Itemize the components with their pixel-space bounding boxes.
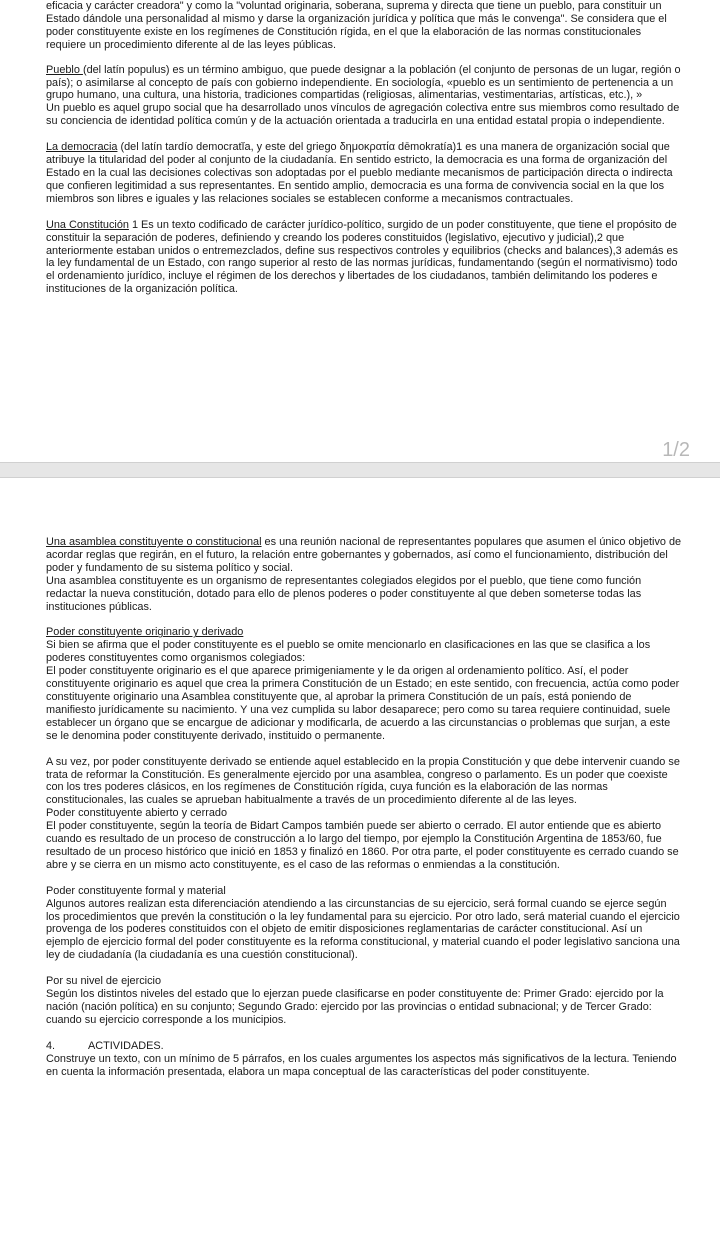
paragraph-asamblea-2: Una asamblea constituyente es un organismo de representantes colegiados elegidos por el pueblo, que tiene como función redactar la nueva constitución, dotado para ello de plenos poderes o poder constituyente al que deben someterse todas las instituciones públicas.: [46, 574, 642, 613]
constitucion-definition: 1 Es un texto codificado de carácter jurídico-político, surgido de un poder constituyente, que tiene el propósito de constituir la separación de poderes, definiendo y creando los poderes constituidos (legislativo, ejecutivo y judicial),2 que anteriormente estaban unidos o entremezclados, define sus respectivos controles y equilibrios (checks and balances),3 además es la ley fundamental de un Estado, con rango superior al resto de las normas jurídicas, fundamentando (según el normativismo) todo el ordenamiento jurídico, incluye el régimen de los derechos y libertades de los ciudadanos, también delimitando los poderes e instituciones de la organización política.: [46, 218, 679, 296]
paragraph-poder-2: El poder constituyente originario es el que aparece primigeniamente y le da origen al ordenamiento político. Así, el poder constituyente originario es aquel que crea la primera Constitución de un Estado; en este sentido, con frecuencia, actúa como poder constituyente originario una Asamblea constituyente que, al aprobar la primera Constitución de un país, está poniendo de manifiesto jurídicamente su nacimiento. Y una vez cumplida su labor desaparece; pero como su tarea requiere continuidad, suele establecer un órgano que se encargue de adicionar y modificarla, de acuerdo a las circunstancias o problemas que surjan, a este se le denomina poder constituyente derivado, instituido o permanente.: [46, 665, 680, 742]
paragraph-poder-1: Si bien se afirma que el poder constituyente es el pueblo se omite mencionarlo en clasificaciones en las que se clasifica a los poderes constituyentes como organismos colegiados:: [46, 639, 651, 665]
heading-nivel-ejercicio: Por su nivel de ejercicio: [46, 975, 162, 988]
paragraph-asamblea: [46, 536, 682, 575]
heading-abierto-cerrado: Poder constituyente abierto y cerrado: [46, 807, 228, 820]
asamblea-definition: es una reunión nacional de representantes populares que asumen el único objetivo de acordar reglas que regirán, en el futuro, la relación entre gobernantes y gobernados, así como el funcionamiento, distribución del poder y fundamento de su sistema político y social.: [46, 536, 682, 574]
paragraph-pueblo-2: Un pueblo es aquel grupo social que ha desarrollado unos vínculos de agregación colectiva entre sus miembros como resultado de su conciencia de identidad política común y de la actuación orientada a traducirla en una entidad estatal propia o independiente.: [46, 102, 680, 128]
democracia-definition: (del latín tardío democratĭa, y este del griego δημοκρατία dēmokratía)1 es una manera de organización social que atribuye la titularidad del poder al conjunto de la ciudadanía. En sentido estricto, la democracia es una forma de organización del Estado en la cual las decisiones colectivas son adoptadas por el pueblo mediante mecanismos de participación directa o indirecta que confieren legitimidad a sus representantes. En sentido amplio, democracia es una forma de convivencia social en la que los miembros son libres e iguales y las relaciones sociales se establecen conforme a mecanismos contractuales.: [46, 141, 673, 205]
page-separator: [0, 462, 720, 478]
section-title: ACTIVIDADES.: [88, 1039, 164, 1052]
page-indicator: 1/2: [662, 439, 690, 461]
paragraph-democracia: [46, 141, 682, 206]
paragraph-formal: Algunos autores realizan esta diferenciación atendiendo a las circunstancias de su ejercicio, será formal cuando se ejerce según los procedimientos que prevén la constitución o la ley fundamental para su ejercicio. Por otro lado, será material cuando el ejercicio provenga de los poderes constituidos con el objeto de emitir disposiciones reglamentarias de carácter constitucional. Así un ejemplo de ejercicio formal del poder constituyente es la reforma constitucional, y material cuando el poder legislativo sanciona una ley de ciudadanía (la ciudadanía es una cuestión constitucional).: [46, 897, 680, 962]
page-separator-line: [0, 462, 720, 463]
paragraph-nivel: Según los distintos niveles del estado que lo ejerzan puede clasificarse en poder constituyente de: Primer Grado: ejercido por la nación (nación política) en su conjunto; Segundo Grado: ejercido por las provincias o entidad subnacional; y de Tercer Grado: cuando su ejercicio corresponde a los municipios.: [46, 988, 664, 1026]
term-democracia: La democracia: [46, 141, 118, 154]
paragraph-pueblo: [46, 64, 682, 103]
heading-formal-material: Poder constituyente formal y material: [46, 884, 226, 897]
paragraph-derivado: A su vez, por poder constituyente derivado se entiende aquel establecido en la propia Constitución y que debe intervenir cuando se trata de reformar la Constitución. Es generalmente ejercido por una asamblea, congreso o parlamento. Es un poder que coexiste con los tres poderes clásicos, en los regímenes de Constitución rígida, cuya función es la elaboración de las normas constitucionales, las cuales se aprueban habitualmente a través de un procedimiento diferente al de las leyes.: [46, 755, 680, 807]
heading-poder-originario: Poder constituyente originario y derivado: [46, 626, 244, 639]
paragraph-constitucion: [46, 219, 682, 296]
term-pueblo: Pueblo: [46, 63, 83, 76]
section-number: 4.: [46, 1039, 56, 1052]
document-page-1: [0, 0, 720, 462]
term-asamblea: Una asamblea constituyente o constitucional: [46, 536, 262, 548]
paragraph-intro: eficacia y carácter creadora" y como la "voluntad originaria, soberana, suprema y directa que tiene un pueblo, para constituir un Estado dándole una personalidad al mismo y darse la organización jurídica y política que más le convenga". Se considera que el poder constituyente existe en los regímenes de Constitución rígida, en el que la elaboración de las normas constitucionales requiere un procedimiento diferente al de las leyes públicas.: [46, 0, 667, 51]
document-page-2: [0, 478, 720, 1247]
pueblo-definition: (del latín populus) es un término ambiguo, que puede designar a la población (el conjunto de personas de un lugar, región o país); o asimilarse al concepto de país con gobierno independiente. En sociología, «pueblo es un sentimiento de pertenencia a un grupo humano, una cultura, una historia, tradiciones compartidas (religiosas, alimentarias, vestimentarias, artísticas, etc.), »: [46, 63, 681, 102]
paragraph-abierto: El poder constituyente, según la teoría de Bidart Campos también puede ser abierto o cerrado. El autor entiende que es abierto cuando es resultado de un proceso de construcción a lo largo del tiempo, por ejemplo la Constitución Argentina de 1853/60, fue resultado de un proceso histórico que inició en 1853 y finalizó en 1860. Por otra parte, el poder constituyente es cerrado cuando se abre y se cierra en un mismo acto constituyente, es el caso de las reformas o enmiendas a la constitución.: [46, 820, 679, 871]
paragraph-actividades: Construye un texto, con un mínimo de 5 párrafos, en los cuales argumentes los aspectos más significativos de la lectura. Teniendo en cuenta la información presentada, elabora un mapa conceptual de las características del poder constituyente.: [46, 1052, 677, 1078]
term-constitucion: Una Constitución: [46, 218, 129, 231]
heading-actividades: [46, 1040, 682, 1053]
